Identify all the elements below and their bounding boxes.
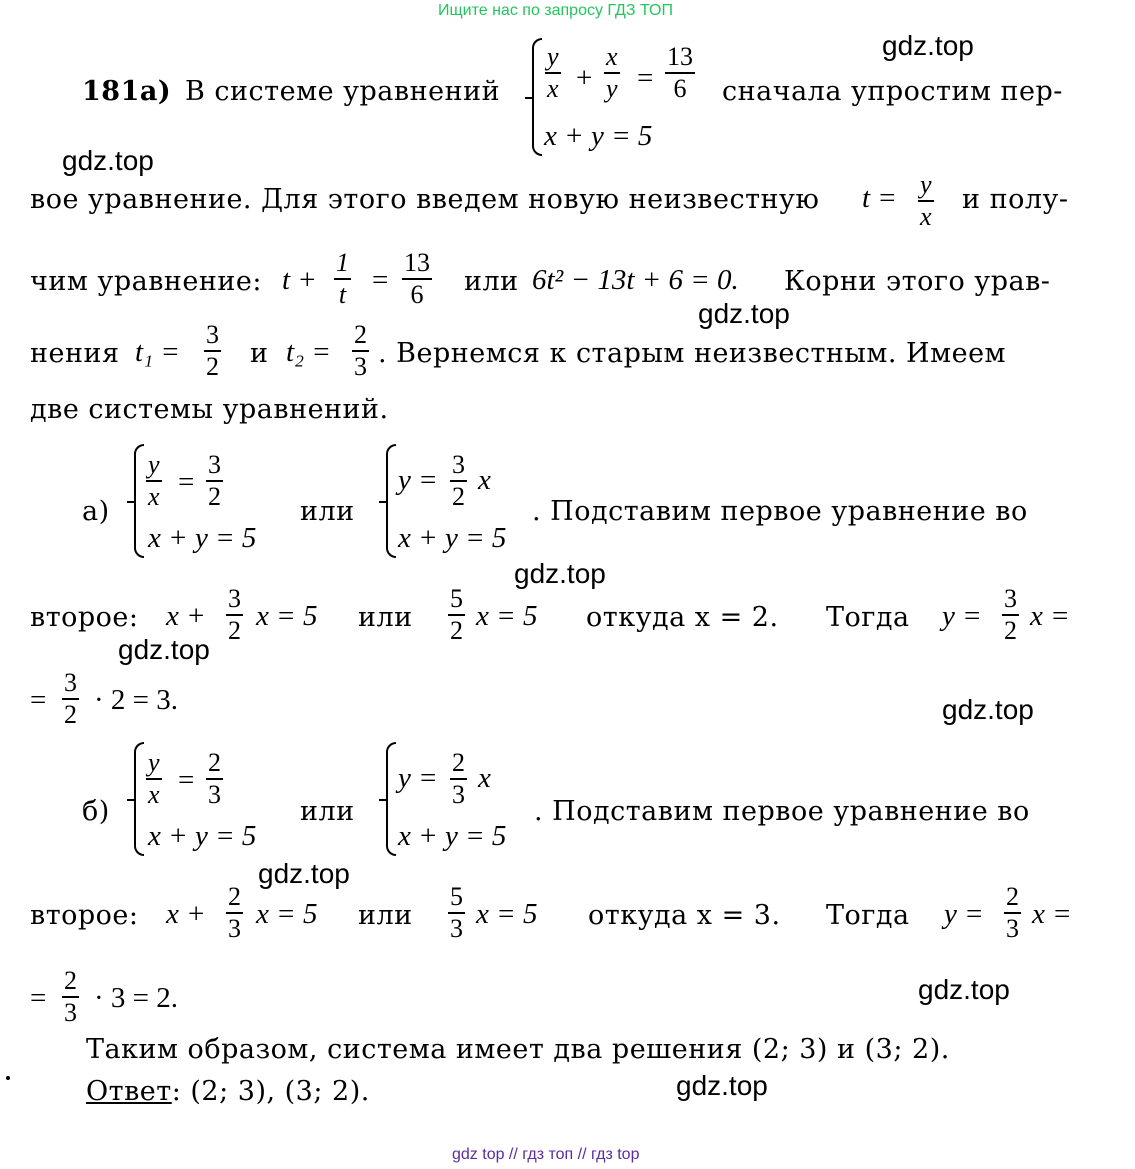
fraction: $\frac{3}{2}$ — [206, 320, 219, 381]
line3-text: чим уравнение: — [30, 266, 262, 297]
line5-text: две системы уравнений. — [30, 394, 389, 425]
line2-tail: и полу- — [962, 184, 1069, 215]
system-equation: x + y = 5 — [544, 120, 653, 152]
y-equals: y = — [398, 464, 438, 496]
equation: x = 5 — [476, 600, 538, 632]
or-word: или — [358, 900, 413, 931]
system-brace — [532, 38, 542, 156]
equals-sign: = — [637, 62, 654, 94]
watermark: gdz.top — [258, 858, 350, 889]
conclusion: Таким образом, система имеет два решения (2; 3) и (3; 2). — [86, 1034, 950, 1065]
system-brace — [134, 742, 144, 856]
answer-label: Ответ — [86, 1076, 172, 1107]
y-equals: y = — [398, 762, 438, 794]
or-word: или — [464, 266, 519, 297]
second-label: второе: — [30, 900, 139, 931]
x-equals: x = — [1030, 600, 1070, 632]
watermark: gdz.top — [882, 30, 974, 61]
or-word: или — [300, 796, 355, 827]
fraction: $\frac{3}{2}$ — [452, 450, 465, 511]
case-b-label: б) — [82, 796, 110, 827]
fraction: $\frac{y}{x}$ — [920, 170, 932, 231]
system-brace — [386, 742, 396, 856]
line2-text: вое уравнение. Для этого введем новую неизвестную — [30, 184, 820, 215]
equals-sign: = — [178, 466, 195, 498]
fraction: $\frac{2}{3}$ — [1006, 882, 1019, 943]
substitute-text: . Подставим первое уравнение во — [534, 796, 1030, 827]
footer: gdz top // гдз топ // гдз top — [452, 1146, 640, 1163]
x-equals: x = — [1032, 898, 1072, 930]
fraction: $\frac{x}{y}$ — [606, 42, 618, 103]
result-b: · 3 = 2. — [94, 982, 179, 1014]
fraction: $\frac{3}{2}$ — [208, 450, 221, 511]
fraction: $\frac{2}{3}$ — [228, 882, 241, 943]
fraction: $\frac{2}{3}$ — [354, 320, 367, 381]
x-variable: x — [478, 762, 491, 794]
t-plus: t + — [282, 264, 317, 296]
substitute-text: . Подставим первое уравнение во — [532, 496, 1028, 527]
line4-text: нения — [30, 338, 120, 369]
x-plus: x + — [166, 898, 206, 930]
line3-tail: Корни этого урав- — [784, 266, 1051, 297]
problem-number: 181а) — [82, 76, 172, 107]
x-variable: x — [478, 464, 491, 496]
result-a: · 2 = 3. — [94, 684, 179, 716]
answer — [86, 1076, 370, 1107]
equation: x = 5 — [256, 600, 318, 632]
t-equals: t = — [862, 182, 897, 214]
watermark: gdz.top — [514, 558, 606, 589]
second-label: второе: — [30, 602, 139, 633]
fraction: $\frac{3}{2}$ — [64, 668, 77, 729]
whence-b: откуда x = 3. — [588, 900, 781, 931]
fraction: $\frac{y}{x}$ — [547, 42, 559, 103]
system-equation: x + y = 5 — [148, 820, 257, 852]
watermark: gdz.top — [118, 634, 210, 665]
system-brace — [386, 444, 396, 558]
equals-sign: = — [178, 764, 195, 796]
fraction: $\frac{y}{x}$ — [148, 748, 160, 809]
and-word: и — [250, 338, 269, 369]
quadratic-equation: 6t² − 13t + 6 = 0. — [532, 264, 739, 296]
answer-value: : (2; 3), (3; 2). — [171, 1076, 370, 1107]
case-a-label: а) — [82, 496, 110, 527]
watermark: gdz.top — [942, 694, 1034, 725]
watermark: gdz.top — [918, 974, 1010, 1005]
equals-sign: = — [30, 684, 47, 716]
then-word: Тогда — [826, 900, 910, 931]
fraction: $\frac{13}{6}$ — [667, 42, 693, 103]
x-plus: x + — [166, 600, 206, 632]
system-equation: x + y = 5 — [398, 522, 507, 554]
line1-after: сначала упростим пер- — [722, 76, 1063, 107]
y-equals: y = — [944, 898, 984, 930]
top-banner: Ищите нас по запросу ГДЗ ТОП — [438, 2, 673, 19]
equals-sign: = — [30, 982, 47, 1014]
dot-mark — [6, 1076, 10, 1080]
t2-equals: t₂ = — [286, 336, 331, 368]
line1-intro: В системе уравнений — [185, 76, 501, 107]
equation: x = 5 — [476, 898, 538, 930]
fraction: $\frac{2}{3}$ — [64, 966, 77, 1027]
watermark: gdz.top — [676, 1070, 768, 1101]
fraction: $\frac{5}{3}$ — [450, 882, 463, 943]
fraction: $\frac{3}{2}$ — [1004, 584, 1017, 645]
then-word: Тогда — [826, 602, 910, 633]
watermark: gdz.top — [698, 298, 790, 329]
y-equals: y = — [942, 600, 982, 632]
watermark: gdz.top — [62, 145, 154, 176]
plus-sign: + — [576, 62, 593, 94]
or-word: или — [358, 602, 413, 633]
system-equation: x + y = 5 — [148, 522, 257, 554]
t1-equals: t₁ = — [135, 336, 180, 368]
fraction: $\frac{1}{t}$ — [336, 248, 349, 309]
system-equation: x + y = 5 — [398, 820, 507, 852]
fraction: $\frac{3}{2}$ — [228, 584, 241, 645]
whence-a: откуда x = 2. — [586, 602, 779, 633]
fraction: $\frac{2}{3}$ — [208, 748, 221, 809]
or-word: или — [300, 496, 355, 527]
fraction: $\frac{13}{6}$ — [404, 248, 430, 309]
system-brace — [134, 444, 144, 558]
line4-tail: . Вернемся к старым неизвестным. Имеем — [378, 338, 1007, 369]
equation: x = 5 — [256, 898, 318, 930]
fraction: $\frac{y}{x}$ — [148, 450, 160, 511]
equals-sign: = — [372, 264, 389, 296]
fraction: $\frac{5}{2}$ — [450, 584, 463, 645]
fraction: $\frac{2}{3}$ — [452, 748, 465, 809]
